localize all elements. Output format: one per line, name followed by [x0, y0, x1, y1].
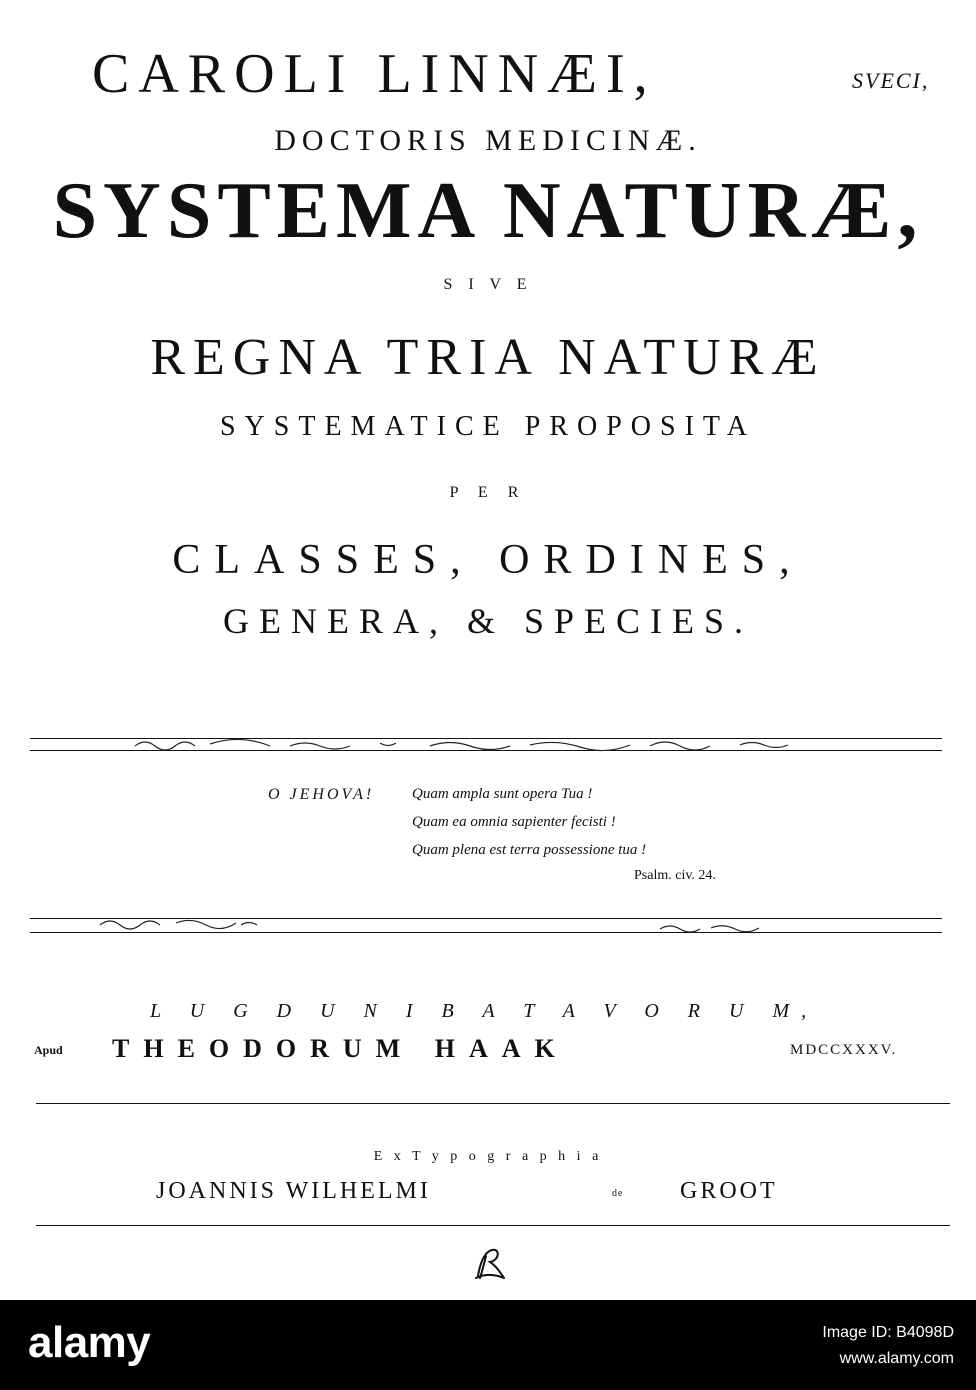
handwritten-annotation-lower-left — [96, 913, 266, 933]
imprint-rule-2 — [36, 1225, 950, 1226]
handwritten-annotation-upper — [130, 734, 820, 754]
monogram-mark — [470, 1244, 510, 1284]
subtitle-regna: REGNA TRIA NATURÆ — [150, 329, 826, 386]
book-title: SYSTEMA NATURÆ, — [52, 167, 924, 255]
epigraph-line-1: Quam ampla sunt opera Tua ! — [412, 786, 593, 802]
imprint-apud: Apud — [34, 1043, 63, 1057]
site-url: www.alamy.com — [839, 1350, 954, 1367]
alamy-logo: alamy — [28, 1318, 151, 1367]
author-name: CAROLI LINNÆI, — [92, 43, 657, 105]
footer-info — [822, 1320, 954, 1372]
handwritten-annotation-lower-right — [656, 920, 766, 936]
image-id-label: Image ID: B4098D — [822, 1324, 954, 1341]
subtitle-systematice: SYSTEMATICE PROPOSITA — [219, 411, 757, 442]
stock-footer — [0, 1300, 976, 1390]
epigraph-citation: Psalm. civ. 24. — [634, 868, 716, 883]
printer-name-first: JOANNIS WILHELMI — [156, 1178, 431, 1204]
connector-per: P E R — [449, 484, 527, 501]
author-degree: DOCTORIS MEDICINÆ. — [274, 124, 702, 157]
epigraph-invocation: O JEHOVA! — [268, 786, 375, 803]
author-nationality: SVECI, — [852, 68, 930, 93]
imprint-place: L U G D U N I B A T A V O R U M, — [150, 1000, 819, 1022]
printer-name-de: de — [612, 1188, 624, 1199]
printer-name-last: GROOT — [680, 1178, 778, 1204]
epigraph-line-2: Quam ea omnia sapienter fecisti ! — [412, 814, 616, 830]
imprint-year: MDCCXXXV. — [790, 1042, 898, 1058]
imprint-rule-1 — [36, 1103, 950, 1104]
connector-sive: S I V E — [443, 276, 533, 293]
epigraph-line-3: Quam plena est terra possessione tua ! — [412, 842, 647, 858]
subtitle-classes: CLASSES, ORDINES, — [172, 537, 804, 583]
subtitle-genera: GENERA, & SPECIES. — [222, 601, 754, 641]
imprint-publisher: THEODORUM HAAK — [112, 1034, 569, 1063]
ex-typographia: E x T y p o g r a p h i a — [373, 1149, 603, 1164]
